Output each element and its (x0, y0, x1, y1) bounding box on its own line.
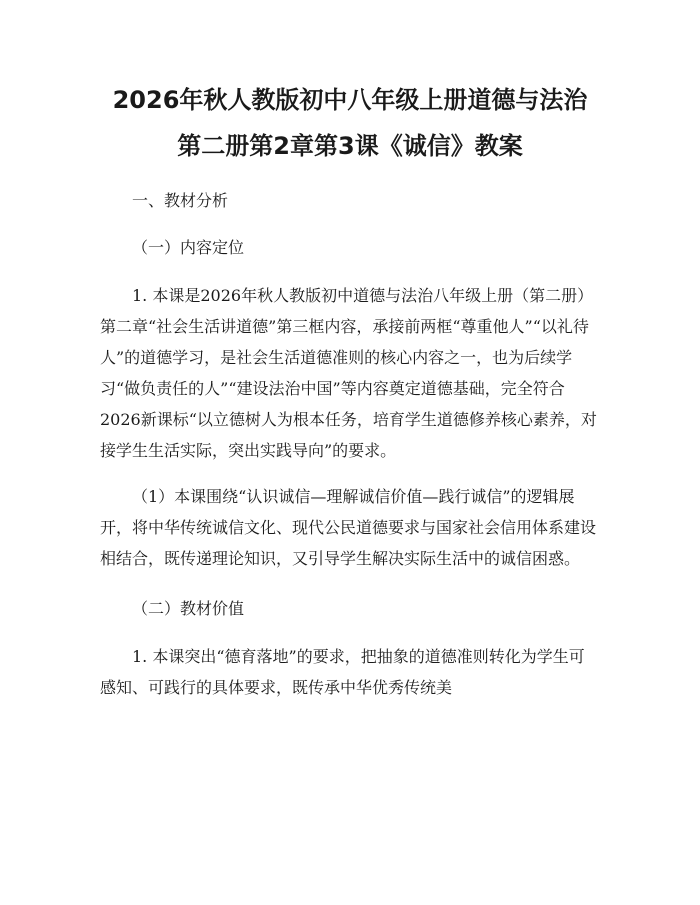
paragraph-textbook-value: 1. 本课突出“德育落地”的要求，把抽象的道德准则转化为学生可感知、可践行的具体要求，既传承中华优秀传统美 (100, 647, 585, 697)
document-title-line1: 2026年秋人教版初中八年级上册道德与法治 (112, 86, 588, 114)
paragraph-course-logic: （1）本课围绕“认识诚信—理解诚信价值—践行诚信”的逻辑展开，将中华传统诚信文化、现代公民道德要求与国家社会信用体系建设相结合，既传递理论知识，又引导学生解决实际生活中的诚信困惑。 (100, 487, 597, 568)
subsection-heading-textbook-value: （二）教材价值 (132, 599, 245, 618)
subsection-heading-content-positioning: （一）内容定位 (132, 238, 245, 257)
paragraph-content-positioning: 1. 本课是2026年秋人教版初中道德与法治八年级上册（第二册）第二章“社会生活讲道德”第三框内容，承接前两框“尊重他人”“以礼待人”的道德学习，是社会生活道德准则的核心内容之一，也为后续学习“做负责任的人”“建设法治中国”等内容奠定道德基础，完全符合2026新课标“以立德树人为根本任务，培育学生道德修养核心素养，对接学生生活实际，突出实践导向”的要求。 (100, 286, 597, 460)
section-heading-textbook-analysis: 一、教材分析 (132, 191, 229, 210)
document-title-line2: 第二册第2章第3课《诚信》教案 (177, 132, 523, 160)
